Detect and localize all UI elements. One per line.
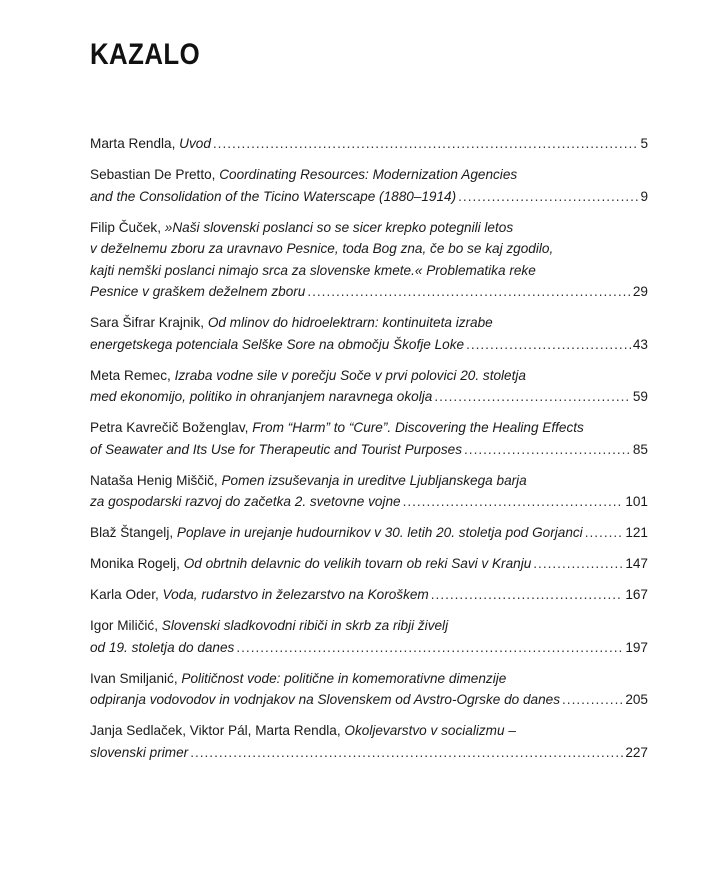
toc-entry-text: [90, 491, 401, 513]
toc-entry[interactable]: [90, 217, 648, 303]
toc-entry-text: [90, 637, 234, 659]
toc-entry-line: [90, 133, 648, 155]
entry-separator: [90, 711, 648, 721]
entry-author: Petra Kavrečič Boženglav,: [90, 420, 253, 435]
toc-entry-line: [90, 164, 648, 186]
entry-separator: [90, 606, 648, 616]
toc-entry[interactable]: [90, 522, 648, 544]
dot-leader: [466, 334, 631, 356]
toc-entry-line: [90, 689, 648, 711]
entry-author: Janja Sedlaček, Viktor Pál, Marta Rendla,: [90, 723, 345, 738]
toc-entry-line: [90, 720, 648, 742]
toc-entry[interactable]: [90, 417, 648, 460]
entry-separator: [90, 355, 648, 365]
page-number: 101: [625, 494, 648, 509]
toc-entry-line: [90, 615, 648, 637]
toc-entry-line: [90, 491, 648, 513]
page-number: 29: [632, 284, 648, 299]
entry-title: odpiranja vodovodov in vodnjakov na Slovenskem od Avstro-Ogrske do danes: [90, 692, 561, 707]
entry-title: Uvod: [179, 136, 211, 151]
toc-entry-line: [90, 386, 648, 408]
page-title: KAZALO: [90, 38, 201, 71]
entry-title: Političnost vode: politične in komemorativne dimenzije: [181, 670, 507, 686]
entry-title: Slovenski sladkovodni ribiči in skrb za ribji živelj: [161, 618, 449, 633]
entry-author: Filip Čuček,: [90, 219, 165, 235]
entry-author: Sara Šifrar Krajnik,: [90, 315, 208, 330]
toc-entry-line: [90, 668, 648, 690]
entry-title: energetskega potenciala Selške Sore na območju Škofje Loke: [90, 336, 465, 352]
entry-title: Voda, rudarstvo in železarstvo na Koroškem: [162, 587, 429, 602]
entry-separator: [90, 303, 648, 313]
entry-separator: [90, 575, 648, 585]
entry-separator: [90, 513, 648, 523]
entry-author: Igor Miličić,: [90, 618, 162, 633]
entry-title: med ekonomijo, politiko in ohranjanjem naravnega okolja: [90, 389, 433, 404]
page-number: 9: [640, 188, 648, 204]
toc-entry-text: [90, 615, 448, 637]
toc-entry-line: [90, 238, 648, 260]
entry-title: and the Consolidation of the Ticino Waterscape (1880–1914): [90, 188, 457, 204]
entry-separator: [90, 207, 648, 217]
toc-entry[interactable]: [90, 365, 648, 408]
entry-title: Od obrtnih delavnic do velikih tovarn ob reki Savi v Kranju: [183, 556, 532, 571]
entry-author: Marta Rendla,: [90, 136, 180, 151]
toc-entry-line: [90, 186, 648, 208]
toc-entry-text: [90, 133, 211, 155]
page-number: 205: [625, 692, 648, 707]
entry-title: Coordinating Resources: Modernization Agencies: [219, 167, 518, 182]
entry-title: slovenski primer: [90, 744, 189, 760]
dot-leader: [458, 186, 638, 208]
toc-entry-text: [90, 238, 553, 260]
toc-entry-text: [90, 470, 527, 492]
entry-separator: [90, 460, 648, 470]
toc-entry-text: [90, 217, 513, 239]
entry-title: od 19. stoletja do danes: [90, 639, 235, 655]
toc-entry[interactable]: [90, 164, 648, 207]
toc-entry-text: [90, 742, 188, 764]
toc-entry[interactable]: [90, 133, 648, 155]
dot-leader: [190, 742, 623, 764]
toc-entry[interactable]: [90, 584, 648, 606]
dot-leader: [431, 584, 624, 606]
entry-title: From “Harm” to “Cure”. Discovering the Healing Effects: [252, 420, 584, 435]
entry-title: Poplave in urejanje hudournikov v 30. letih 20. stoletja pod Gorjanci: [176, 525, 583, 540]
toc-entry[interactable]: [90, 470, 648, 513]
page-number: 85: [632, 441, 648, 457]
toc-entry[interactable]: [90, 668, 648, 711]
entry-title: Od mlinov do hidroelektrarn: kontinuiteta izrabe: [207, 315, 493, 330]
entry-author: Sebastian De Pretto,: [90, 167, 220, 182]
toc-entry-text: [90, 365, 526, 387]
dot-leader: [434, 386, 631, 408]
entry-separator: [90, 408, 648, 418]
toc-entry[interactable]: [90, 720, 648, 763]
dot-leader: [236, 637, 623, 659]
page-number: 5: [640, 136, 648, 151]
entry-author: Meta Remec,: [90, 367, 175, 383]
dot-leader: [464, 439, 631, 461]
dot-leader: [213, 133, 639, 155]
entry-title: »Naši slovenski poslanci so se sicer krepko potegnili letos: [164, 219, 514, 235]
toc-entry-line: [90, 217, 648, 239]
toc-entry-line: [90, 334, 648, 356]
toc-entry-line: [90, 439, 648, 461]
toc-entry-line: [90, 553, 648, 575]
entry-author: Blaž Štangelj,: [90, 525, 177, 540]
dot-leader: [585, 522, 624, 544]
toc-entry-text: [90, 164, 517, 186]
page-number: 59: [632, 389, 648, 404]
toc-entry[interactable]: [90, 312, 648, 355]
page-number: 147: [625, 556, 648, 571]
dot-leader: [307, 281, 631, 303]
toc-entry-text: [90, 186, 456, 208]
toc-entry-text: [90, 417, 584, 439]
toc-entry-line: [90, 281, 648, 303]
entry-title: Okoljevarstvo v socializmu –: [344, 723, 516, 738]
toc-entry-line: [90, 522, 648, 544]
entry-title: kajti nemški poslanci nimajo srca za slovenske kmete.« Problematika reke: [90, 262, 536, 278]
entry-author: Karla Oder,: [90, 587, 163, 602]
toc-entry-text: [90, 334, 464, 356]
toc-entry-line: [90, 417, 648, 439]
toc-entry-line: [90, 584, 648, 606]
toc-entry-text: [90, 720, 516, 742]
entry-title: of Seawater and Its Use for Therapeutic and Tourist Purposes: [90, 441, 463, 457]
page-number: 197: [625, 639, 648, 655]
entry-title: Pomen izsuševanja in ureditve Ljubljanskega barja: [221, 472, 527, 488]
toc-entry-text: [90, 439, 462, 461]
toc-entry-text: [90, 522, 583, 544]
entry-title: Pesnice v graškem deželnem zboru: [90, 284, 306, 299]
toc-entry-line: [90, 260, 648, 282]
entry-separator: [90, 155, 648, 165]
entry-separator: [90, 544, 648, 554]
entry-author: Nataša Henig Miščič,: [90, 472, 222, 488]
dot-leader: [533, 553, 623, 575]
page-number: 43: [632, 336, 648, 352]
toc-entry[interactable]: [90, 553, 648, 575]
entry-author: Monika Rogelj,: [90, 556, 184, 571]
page-number: 121: [625, 525, 648, 540]
dot-leader: [403, 491, 624, 513]
toc-entry-text: [90, 689, 560, 711]
page-number: 167: [625, 587, 648, 602]
entry-title: v deželnemu zboru za uravnavo Pesnice, toda Bog zna, če bo se kaj zgodilo,: [90, 241, 554, 256]
entry-title: Izraba vodne sile v porečju Soče v prvi polovici 20. stoletja: [174, 367, 526, 383]
toc-entry-text: [90, 668, 506, 690]
toc-entry-line: [90, 470, 648, 492]
toc-entry-line: [90, 742, 648, 764]
toc-entry-line: [90, 365, 648, 387]
toc-entry-text: [90, 281, 305, 303]
dot-leader: [562, 689, 623, 711]
toc-entry-line: [90, 637, 648, 659]
table-of-contents: [90, 133, 648, 763]
entry-title: za gospodarski razvoj do začetka 2. svetovne vojne: [90, 494, 401, 509]
toc-entry-text: [90, 386, 432, 408]
toc-entry-text: [90, 260, 536, 282]
toc-entry-line: [90, 312, 648, 334]
toc-entry[interactable]: [90, 615, 648, 658]
toc-entry-text: [90, 584, 429, 606]
page-number: 227: [625, 744, 648, 760]
toc-entry-text: [90, 312, 493, 334]
toc-entry-text: [90, 553, 531, 575]
entry-separator: [90, 658, 648, 668]
entry-author: Ivan Smiljanić,: [90, 670, 182, 686]
